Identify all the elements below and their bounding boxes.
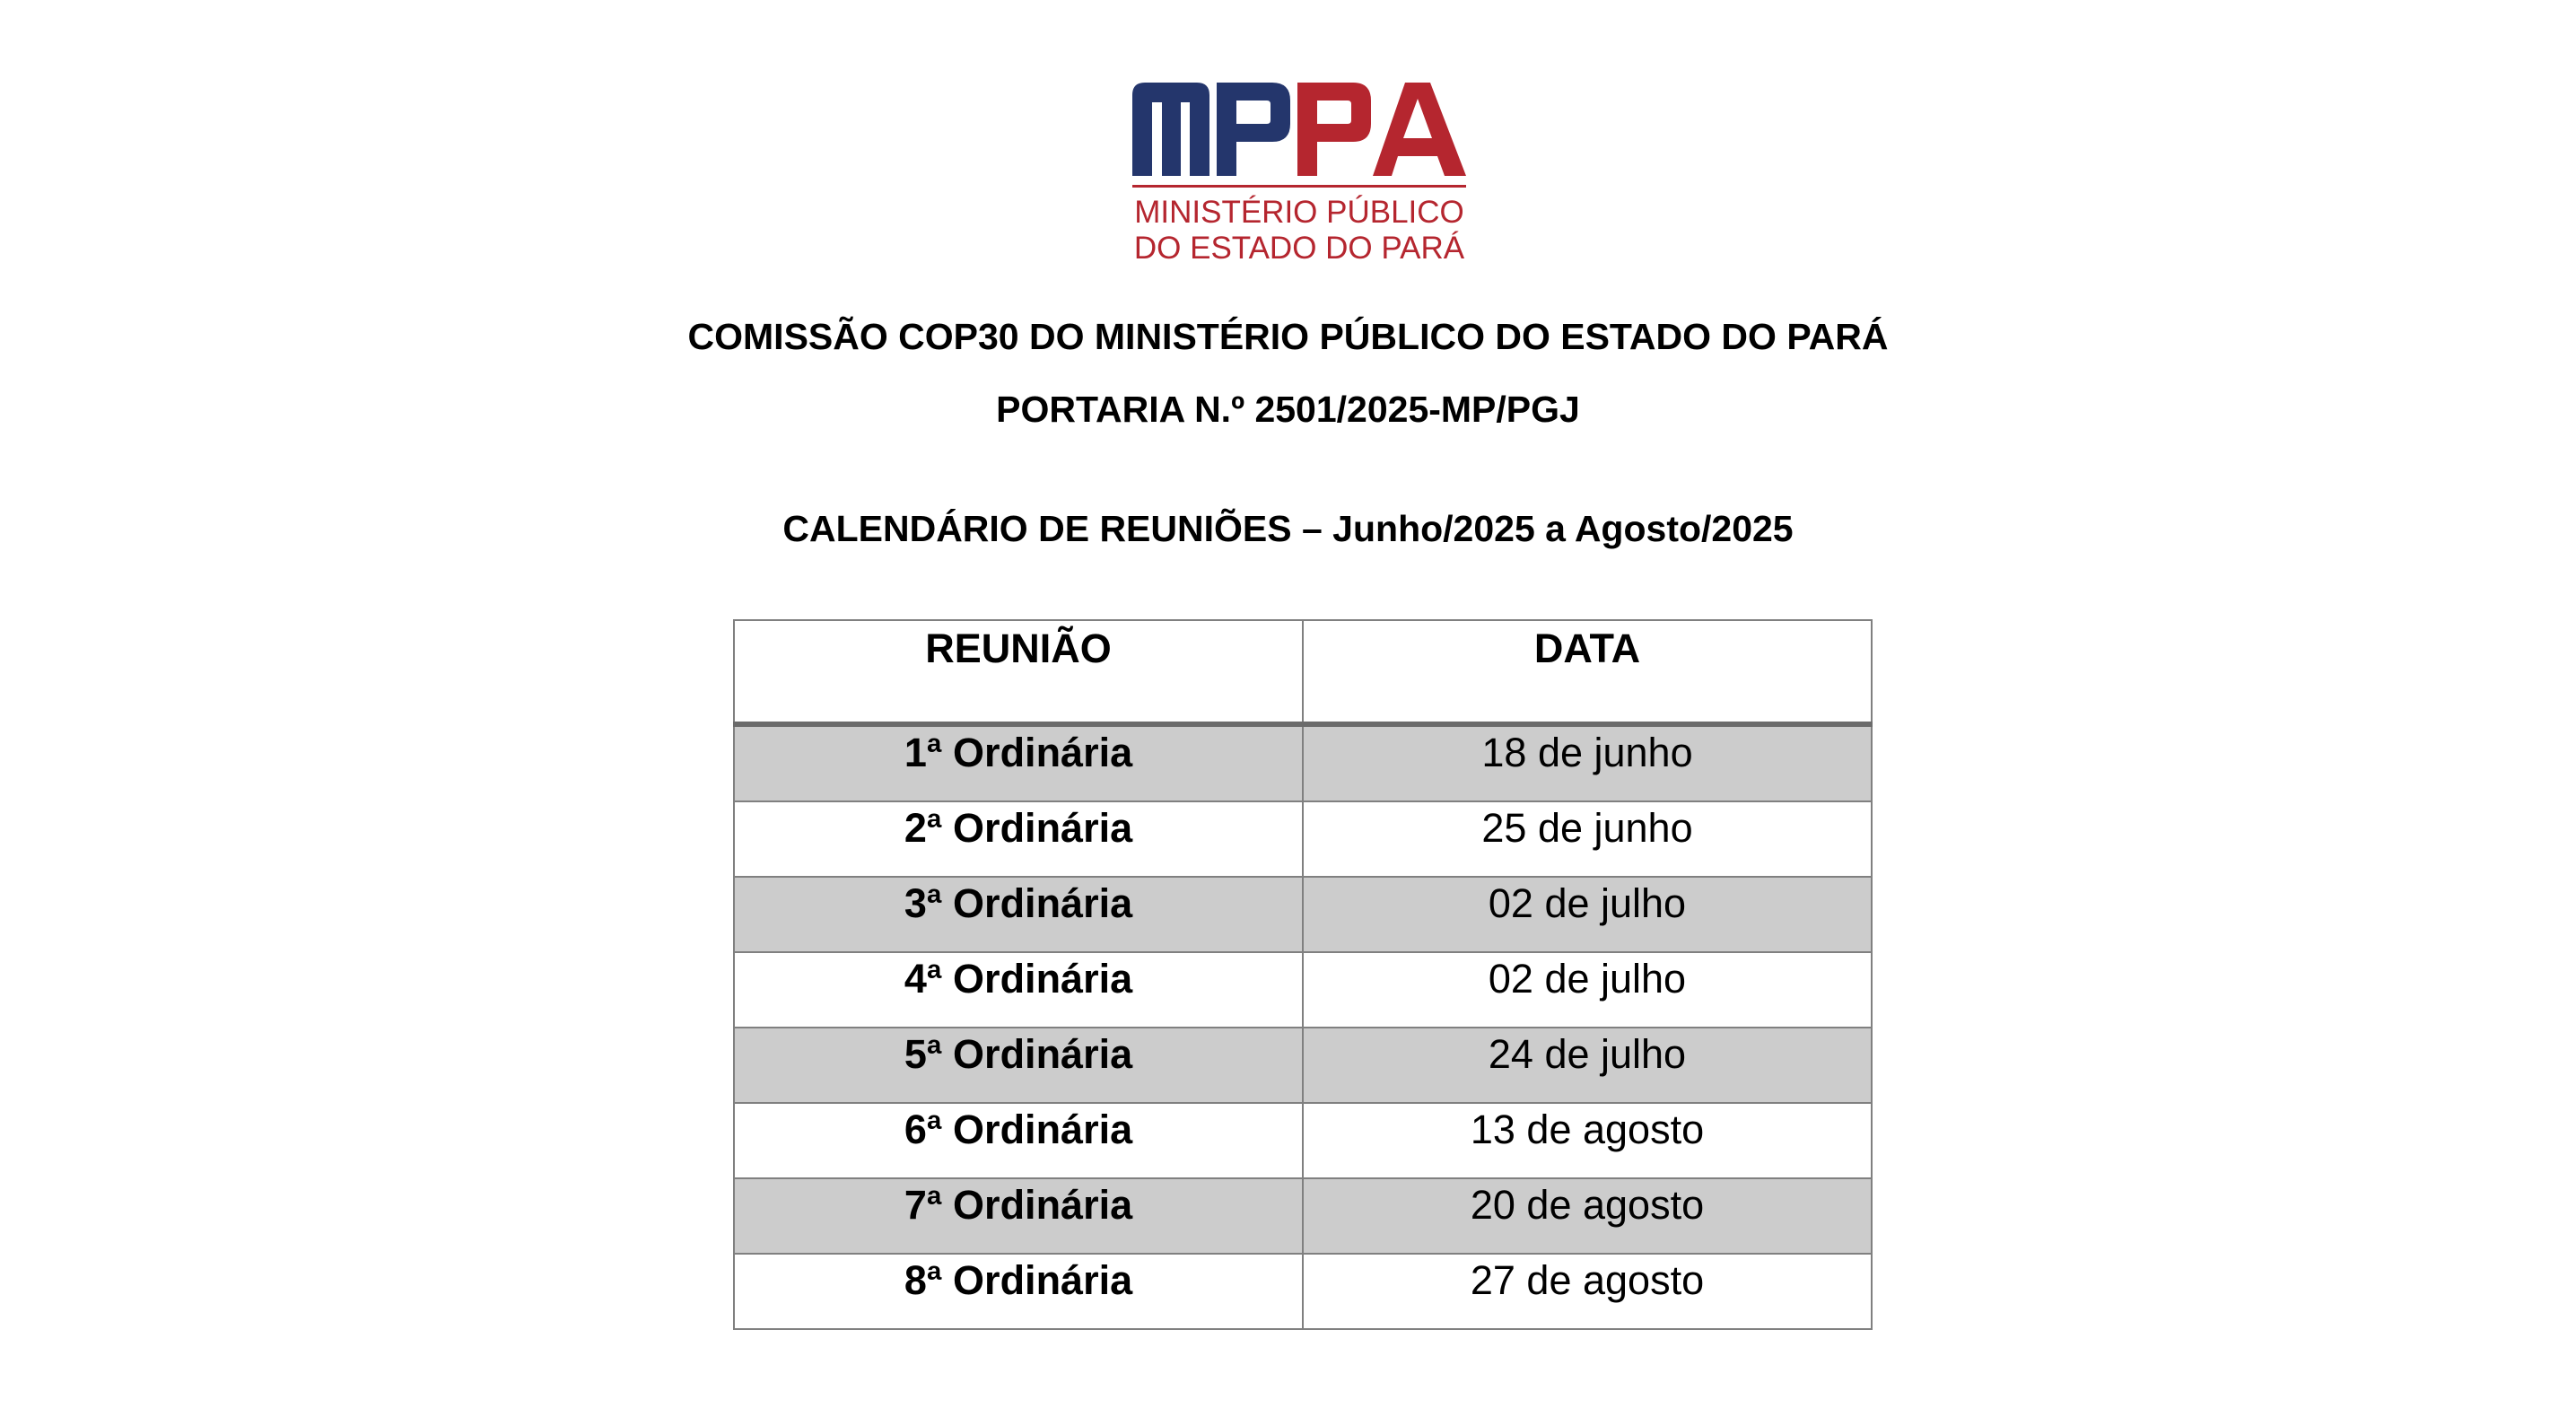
meeting-date: 27 de agosto [1303, 1254, 1872, 1329]
table-header-row [734, 620, 1872, 724]
table-row [734, 1028, 1872, 1103]
column-header-reuniao: REUNIÃO [734, 620, 1303, 724]
table-row [734, 1254, 1872, 1329]
document-subtitle: PORTARIA N.º 2501/2025-MP/PGJ [996, 389, 1580, 430]
meeting-name: 1ª Ordinária [734, 724, 1303, 801]
table-row [734, 952, 1872, 1028]
column-header-data: DATA [1303, 620, 1872, 724]
meeting-date: 02 de julho [1303, 877, 1872, 952]
meeting-date: 24 de julho [1303, 1028, 1872, 1103]
meeting-name: 6ª Ordinária [734, 1103, 1303, 1178]
meeting-name: 5ª Ordinária [734, 1028, 1303, 1103]
mppa-logo [1132, 79, 1466, 264]
meeting-date: 25 de junho [1303, 801, 1872, 877]
table-row [734, 801, 1872, 877]
document-title: COMISSÃO COP30 DO MINISTÉRIO PÚBLICO DO ESTADO DO PARÁ [687, 316, 1889, 357]
meeting-date: 18 de junho [1303, 724, 1872, 801]
table-row [734, 1103, 1872, 1178]
meeting-name: 3ª Ordinária [734, 877, 1303, 952]
meeting-name: 7ª Ordinária [734, 1178, 1303, 1254]
table-row [734, 724, 1872, 801]
calendar-title: CALENDÁRIO DE REUNIÕES – Junho/2025 a Agosto/2025 [782, 508, 1794, 549]
meeting-date: 13 de agosto [1303, 1103, 1872, 1178]
meeting-name: 8ª Ordinária [734, 1254, 1303, 1329]
meeting-date: 02 de julho [1303, 952, 1872, 1028]
meeting-schedule-table [733, 619, 1873, 1330]
meeting-date: 20 de agosto [1303, 1178, 1872, 1254]
table-row [734, 1178, 1872, 1254]
logo-line-1: MINISTÉRIO PÚBLICO [1134, 195, 1464, 230]
logo-line-2: DO ESTADO DO PARÁ [1133, 231, 1465, 264]
meeting-name: 2ª Ordinária [734, 801, 1303, 877]
table-row [734, 877, 1872, 952]
meeting-name: 4ª Ordinária [734, 952, 1303, 1028]
